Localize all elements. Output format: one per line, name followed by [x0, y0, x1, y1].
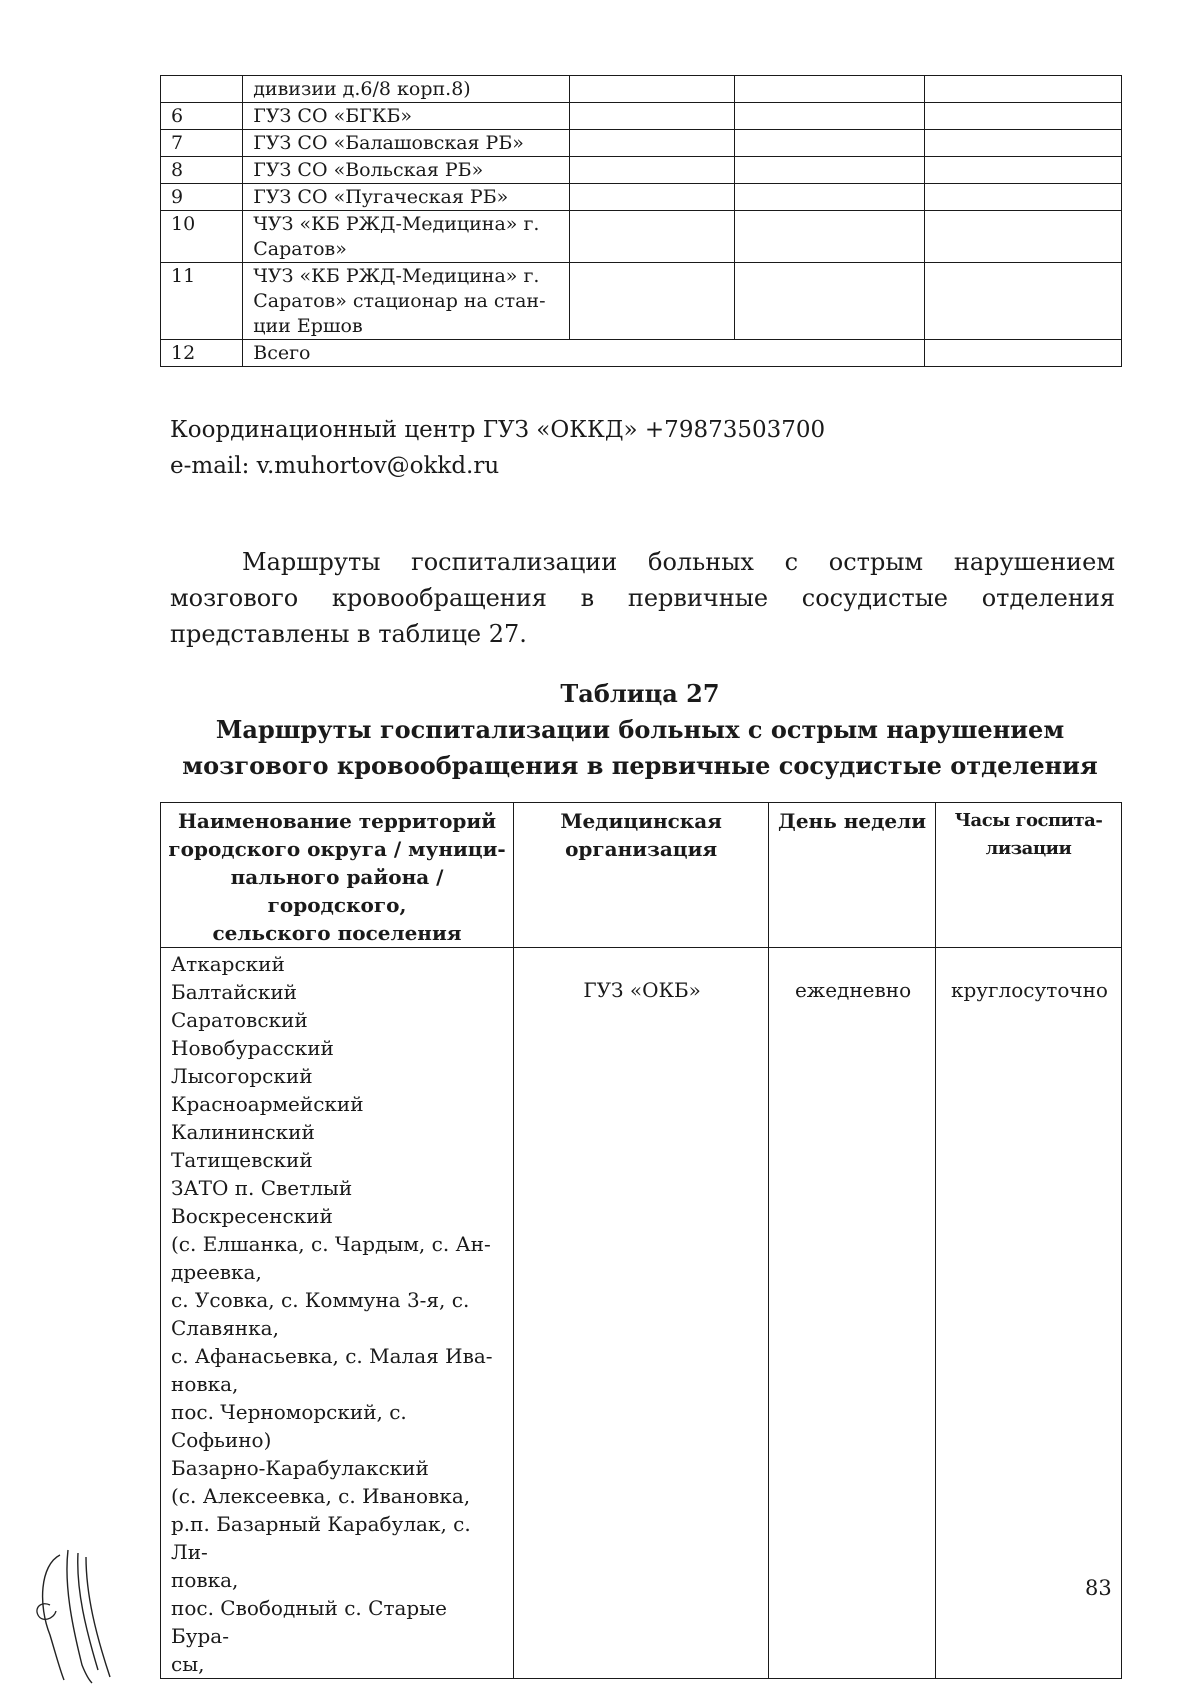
- territory-item: Базарно-Карабулакский: [171, 1456, 429, 1480]
- hospital-name-line: ЧУЗ «КБ РЖД-Медицина» г.: [253, 265, 540, 287]
- header-organization: Медицинская организация: [514, 803, 769, 948]
- hospital-name: [243, 263, 570, 340]
- hospital-name-line: ции Ершов: [253, 315, 363, 337]
- page-number: 83: [1085, 1576, 1112, 1600]
- table-row: [161, 76, 1122, 103]
- hospital-name: ГУЗ СО «Пугаческая РБ»: [243, 184, 570, 211]
- header-hours: Часы госпита- лизации: [935, 803, 1121, 948]
- hospital-name-line: Саратов» стационар на стан-: [253, 290, 546, 312]
- table-number: Таблица 27: [560, 679, 720, 708]
- table-row: [161, 184, 1122, 211]
- hospital-name: ГУЗ СО «БГКБ»: [243, 103, 570, 130]
- territory-item: с. Афанасьевка, с. Малая Ива-: [171, 1344, 493, 1368]
- territory-item: (с. Алексеевка, с. Ивановка,: [171, 1484, 471, 1508]
- routes-table: [160, 802, 1122, 1679]
- coordination-center-contact: Координационный центр ГУЗ «ОККД» +79873503700: [170, 417, 826, 443]
- territory-item: Аткарский: [171, 952, 285, 976]
- hospital-name: [243, 211, 570, 263]
- territory-item: Калининский: [171, 1120, 315, 1144]
- hospital-name: дивизии д.6/8 корп.8): [243, 76, 570, 103]
- intro-paragraph: Маршруты госпитализации больных с острым нарушением мозгового кровообращения в первичные сосудистые отделения представлены в таблице 27.: [170, 548, 1115, 648]
- table-row: [161, 157, 1122, 184]
- territory-item: дреевка,: [171, 1260, 262, 1284]
- table-row-total: [161, 340, 1122, 367]
- total-label: Всего: [243, 340, 924, 367]
- hospital-name: ГУЗ СО «Вольская РБ»: [243, 157, 570, 184]
- territory-item: р.п. Базарный Карабулак, с. Ли-: [171, 1512, 471, 1564]
- day-cell: ежедневно: [769, 948, 936, 1679]
- hospital-name-line: Саратов»: [253, 238, 347, 260]
- territory-item: Славянка,: [171, 1316, 279, 1340]
- hospitals-table: [160, 75, 1122, 367]
- header-territory: Наименование территорий городского округа / муници- пального района / городского, сельского поселения: [161, 803, 514, 948]
- row-number: 11: [161, 263, 243, 340]
- coordination-center-email: e-mail: v.muhortov@okkd.ru: [170, 453, 500, 479]
- table-title-line: мозгового кровообращения в первичные сосудистые отделения: [182, 751, 1098, 780]
- row-number: 10: [161, 211, 243, 263]
- table-header-row: [161, 803, 1122, 948]
- territory-item: Татищевский: [171, 1148, 313, 1172]
- row-number: 7: [161, 130, 243, 157]
- territory-item: Новобурасский: [171, 1036, 334, 1060]
- table-row: [161, 130, 1122, 157]
- organization-cell: ГУЗ «ОКБ»: [514, 948, 769, 1679]
- territory-item: новка,: [171, 1372, 239, 1396]
- territory-item: повка,: [171, 1568, 239, 1592]
- territory-item: с. Усовка, с. Коммуна 3-я, с.: [171, 1288, 470, 1312]
- hospital-name-line: ЧУЗ «КБ РЖД-Медицина» г.: [253, 213, 540, 235]
- row-number: 9: [161, 184, 243, 211]
- table-row: [161, 103, 1122, 130]
- territory-item: пос. Свободный с. Старые Бура-: [171, 1596, 447, 1648]
- hours-cell: круглосуточно: [935, 948, 1121, 1679]
- signature-icon: [20, 1545, 130, 1685]
- territory-item: Красноармейский: [171, 1092, 364, 1116]
- territory-item: ЗАТО п. Светлый: [171, 1176, 353, 1200]
- territory-list: [161, 948, 514, 1679]
- row-number: [161, 76, 243, 103]
- territory-item: пос. Черноморский, с. Софьино): [171, 1400, 407, 1452]
- territory-item: Лысогорский: [171, 1064, 313, 1088]
- hospital-name: ГУЗ СО «Балашовская РБ»: [243, 130, 570, 157]
- row-number: 6: [161, 103, 243, 130]
- row-number: 8: [161, 157, 243, 184]
- territory-item: (с. Елшанка, с. Чардым, с. Ан-: [171, 1232, 491, 1256]
- table-title-line: Маршруты госпитализации больных с острым нарушением: [215, 715, 1065, 744]
- header-day: День недели: [769, 803, 936, 948]
- row-number: 12: [161, 340, 243, 367]
- territory-item: Балтайский: [171, 980, 298, 1004]
- territory-item: Саратовский: [171, 1008, 308, 1032]
- table-row: [161, 263, 1122, 340]
- territory-item: сы,: [171, 1652, 205, 1676]
- table-row: [161, 211, 1122, 263]
- table-row: [161, 948, 1122, 1679]
- territory-item: Воскресенский: [171, 1204, 333, 1228]
